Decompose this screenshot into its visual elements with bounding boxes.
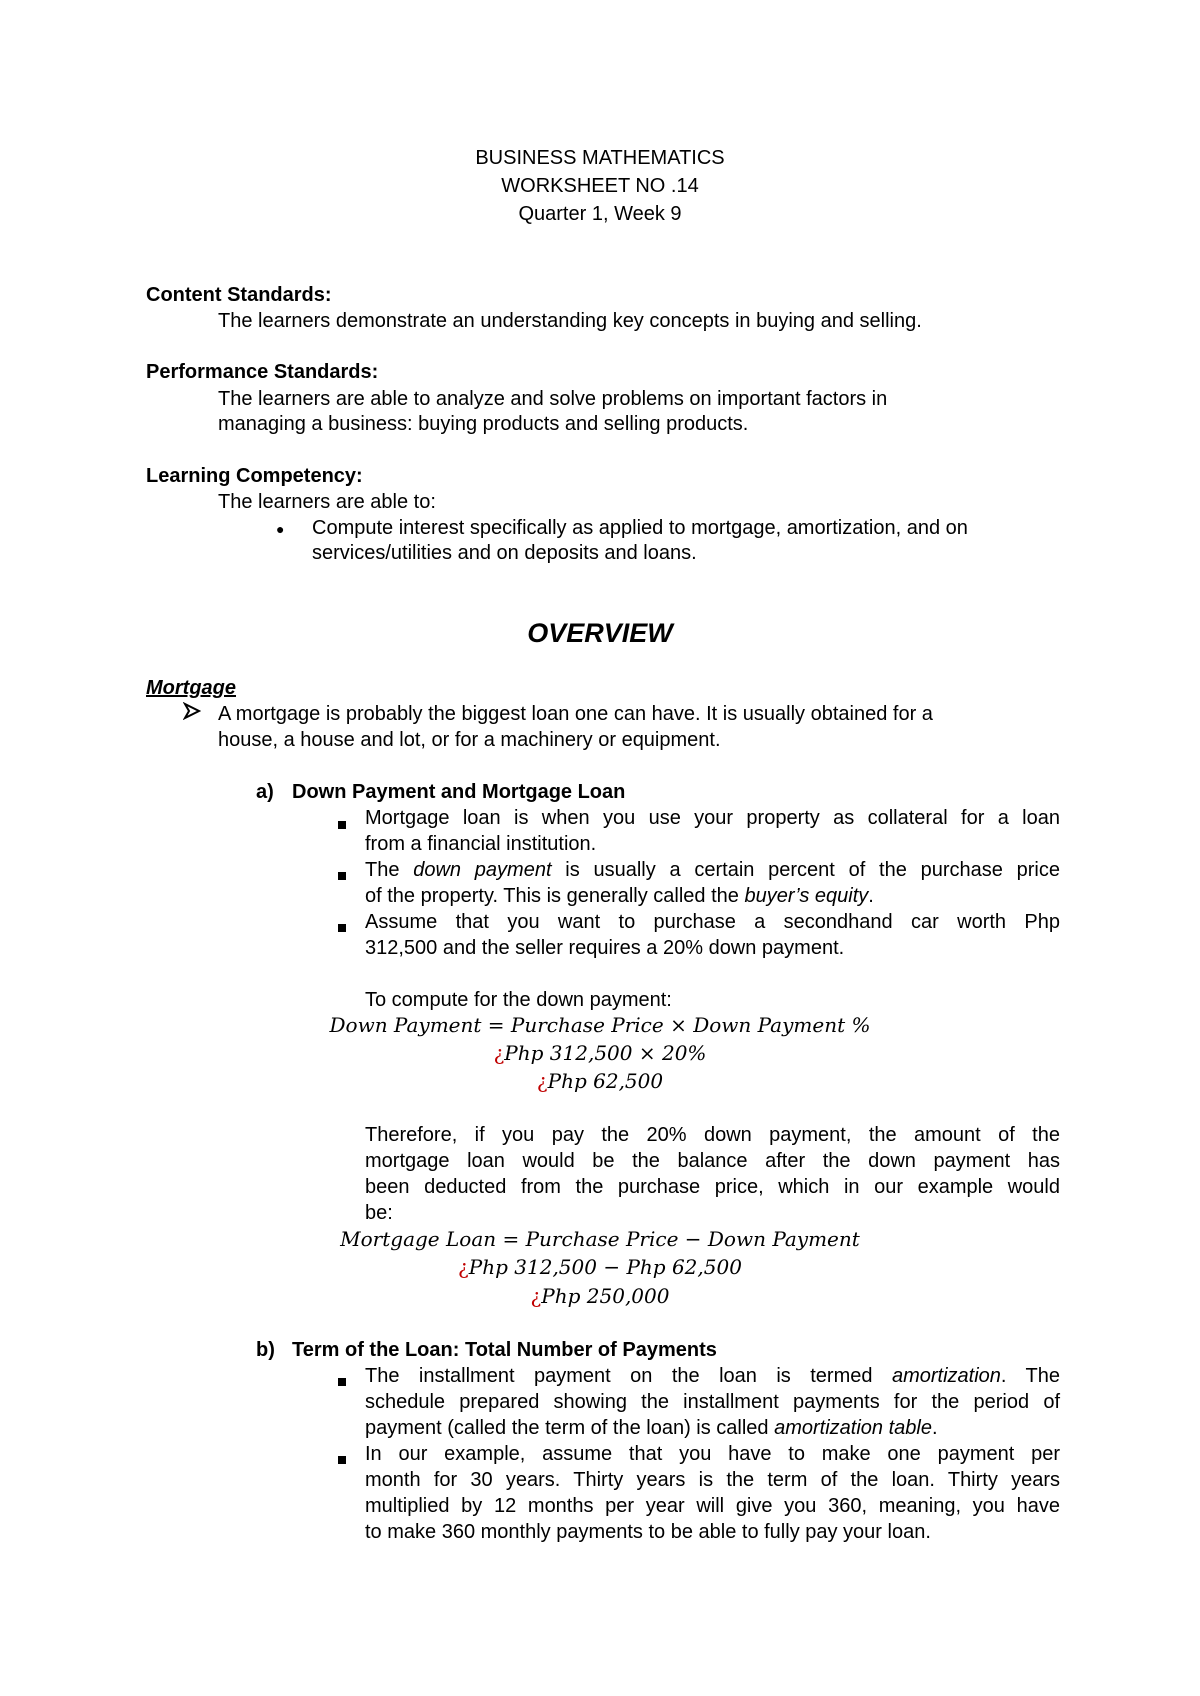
square-bullet-icon	[338, 1369, 346, 1392]
therefore-line3: been deducted from the purchase price, which in our example would	[365, 1176, 1060, 1198]
section-b-bullet1-line3: payment (called the term of the loan) is called amortization table.	[365, 1417, 938, 1439]
down-payment-formula: Down Payment = Purchase Price × Down Payment %	[329, 1013, 871, 1037]
section-a-heading: Down Payment and Mortgage Loan	[292, 781, 626, 803]
bullet-dot-icon: ●	[276, 521, 285, 537]
mortgage-loan-result: ¿Php 250,000	[530, 1284, 670, 1308]
performance-standards-label: Performance Standards:	[146, 361, 379, 383]
therefore-line4: be:	[365, 1202, 393, 1224]
section-b-bullet1-line1: The installment payment on the loan is termed amortization. The	[365, 1365, 1061, 1387]
performance-standards-line2: managing a business: buying products and selling products.	[218, 413, 749, 435]
therefore-line1: Therefore, if you pay the 20% down payment, the amount of the	[365, 1124, 1060, 1146]
worksheet-number: WORKSHEET NO .14	[501, 175, 699, 197]
learning-competency-label: Learning Competency:	[146, 465, 363, 487]
down-payment-result: ¿Php 62,500	[536, 1069, 664, 1093]
section-a-bullet2-line2: of the property. This is generally called the buyer’s equity.	[365, 885, 874, 907]
square-bullet-icon	[338, 812, 346, 835]
performance-standards-line1: The learners are able to analyze and solve problems on important factors in	[218, 388, 888, 410]
section-b-heading: Term of the Loan: Total Number of Payments	[292, 1339, 717, 1361]
mortgage-loan-formula: Mortgage Loan = Purchase Price − Down Payment	[340, 1227, 860, 1251]
overview-heading: OVERVIEW	[527, 618, 673, 648]
learning-competency-intro: The learners are able to:	[218, 491, 436, 513]
mortgage-heading: Mortgage	[146, 677, 236, 699]
section-a-bullet2-line1: The down payment is usually a certain percent of the purchase price	[365, 859, 1060, 881]
mortgage-loan-substitution: ¿Php 312,500 − Php 62,500	[458, 1255, 742, 1279]
content-standards-label: Content Standards:	[146, 284, 332, 306]
section-a-bullet1-line1: Mortgage loan is when you use your property as collateral for a loan	[365, 807, 1060, 829]
square-bullet-icon	[338, 1447, 346, 1470]
section-b-bullet2-line2: month for 30 years. Thirty years is the term of the loan. Thirty years	[365, 1469, 1060, 1491]
section-b-bullet2-line3: multiplied by 12 months per year will give you 360, meaning, you have	[365, 1495, 1060, 1517]
document-title: BUSINESS MATHEMATICS	[475, 147, 725, 169]
competency-bullet-line1: Compute interest specifically as applied to mortgage, amortization, and on	[312, 517, 968, 539]
section-b-bullet1-line2: schedule prepared showing the installment payments for the period of	[365, 1391, 1060, 1413]
compute-intro: To compute for the down payment:	[365, 989, 672, 1011]
section-a-bullet3-line1: Assume that you want to purchase a secondhand car worth Php	[365, 911, 1060, 933]
section-b-bullet2-line4: to make 360 monthly payments to be able to fully pay your loan.	[365, 1521, 931, 1543]
square-bullet-icon	[338, 915, 346, 938]
down-payment-substitution: ¿Php 312,500 × 20%	[493, 1041, 707, 1065]
section-b-label: b)	[256, 1339, 275, 1361]
arrow-bullet-icon	[183, 702, 201, 720]
section-a-bullet1-line2: from a financial institution.	[365, 833, 597, 855]
mortgage-point-line1: A mortgage is probably the biggest loan one can have. It is usually obtained for a	[218, 703, 933, 725]
square-bullet-icon	[338, 863, 346, 886]
section-a-bullet3-line2: 312,500 and the seller requires a 20% down payment.	[365, 937, 845, 959]
quarter-week: Quarter 1, Week 9	[518, 203, 682, 225]
section-b-bullet2-line1: In our example, assume that you have to make one payment per	[365, 1443, 1060, 1465]
section-a-label: a)	[256, 781, 274, 803]
therefore-line2: mortgage loan would be the balance after the down payment has	[365, 1150, 1060, 1172]
content-standards-text: The learners demonstrate an understanding key concepts in buying and selling.	[218, 310, 922, 332]
competency-bullet-line2: services/utilities and on deposits and loans.	[312, 542, 697, 564]
mortgage-point-line2: house, a house and lot, or for a machinery or equipment.	[218, 729, 721, 751]
